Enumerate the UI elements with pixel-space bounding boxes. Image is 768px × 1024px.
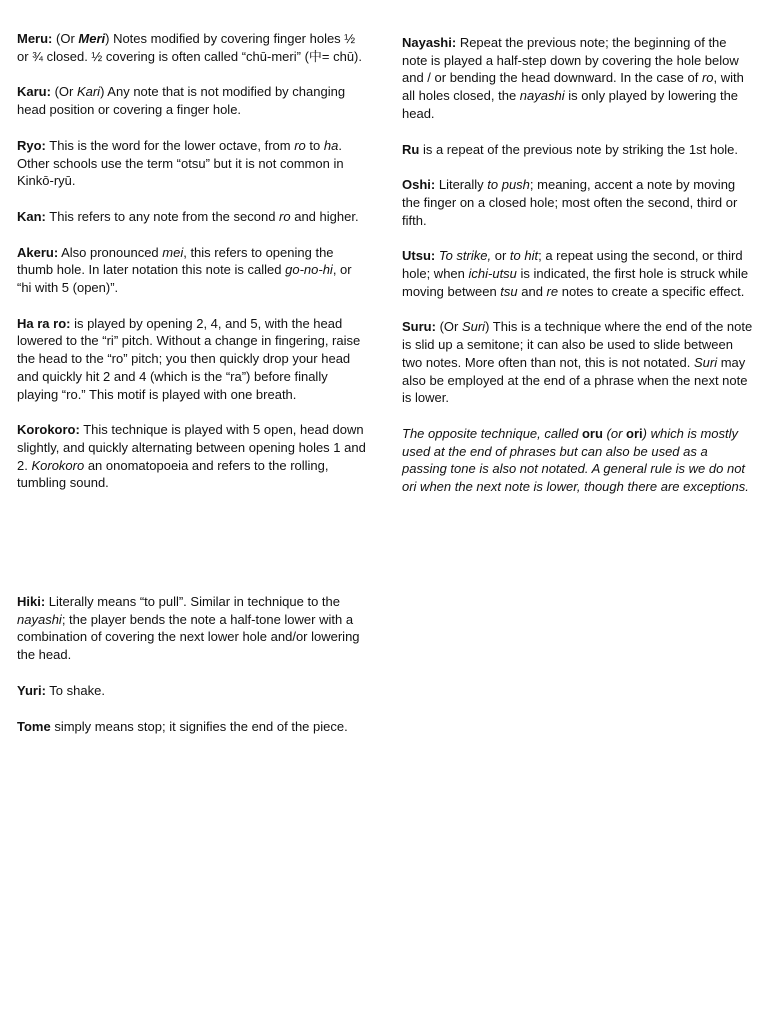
- entry-tome: [17, 718, 367, 736]
- entry-italic: To strike,: [438, 248, 492, 264]
- entry-nayashi: [402, 34, 754, 123]
- term-yuri: Yuri:: [17, 682, 46, 698]
- entry-text: Repeat the previous note; the beginning of the note is played a half-step down by covering the hole below and / or bending the head downward. In the case of: [402, 35, 739, 86]
- entry-text: may also be employed at the end of a phrase when the next note is lower.: [402, 354, 748, 406]
- entry-text: , with all holes closed, the: [402, 70, 744, 104]
- entry-kan: [17, 208, 367, 226]
- entry-text: simply means stop; it signifies the end of the piece.: [50, 718, 348, 734]
- entry-text: (or: [602, 425, 627, 441]
- entry-italic: Korokoro: [31, 457, 85, 473]
- term-meru: Meru:: [17, 31, 53, 46]
- term-korokoro: Korokoro:: [17, 422, 80, 438]
- entry-text: This is the word for the lower octave, from: [45, 137, 295, 153]
- entry-text: Also pronounced: [58, 244, 163, 260]
- term-karu: Karu:: [17, 84, 51, 100]
- term-utsu: Utsu:: [402, 248, 436, 264]
- entry-ru: [402, 141, 754, 159]
- entry-text: and: [517, 283, 547, 299]
- entry-text: or: [491, 248, 510, 264]
- entry-italic: tsu: [500, 283, 518, 299]
- entry-suru: [402, 318, 754, 407]
- entry-text: This refers to any note from the second: [45, 208, 280, 224]
- term-ryo: Ryo:: [17, 137, 46, 153]
- entry-text: To shake.: [45, 682, 105, 698]
- entry-text: ; a repeat using the second, or third hole; when: [402, 248, 743, 282]
- term-hararo: Ha ra ro:: [17, 315, 71, 331]
- term-ru: Ru: [402, 141, 420, 157]
- entry-italic: ro: [294, 137, 306, 153]
- entry-text: and higher.: [290, 208, 359, 224]
- term-nayashi: Nayashi:: [402, 35, 457, 50]
- term-ori: ori: [626, 425, 643, 441]
- entry-italic: ha: [323, 137, 339, 153]
- entry-text: ; meaning, accent a note by moving the finger on a closed hole; most often the second, third or fifth.: [402, 177, 738, 228]
- term-hiki: Hiki:: [17, 594, 46, 610]
- right-column: [402, 34, 754, 514]
- entry-text: is a repeat of the previous note by striking the 1st hole.: [419, 141, 739, 157]
- entry-text: Literally means “to pull”. Similar in technique to the: [45, 594, 340, 610]
- entry-italic: Suri: [693, 354, 718, 370]
- entry-text: Literally: [435, 177, 488, 193]
- entry-text: to: [305, 137, 324, 153]
- term-suru: Suru:: [402, 319, 436, 335]
- entry-text: is indicated, the first hole is struck while moving between: [402, 266, 749, 299]
- blank-space: [17, 510, 367, 593]
- entry-text: (Or: [50, 84, 77, 100]
- entry-hiki: [17, 593, 367, 664]
- entry-ryo: [17, 137, 367, 190]
- entry-italic: ichi-utsu: [468, 266, 517, 282]
- entry-text: is only played by lowering the head.: [402, 88, 739, 121]
- entry-text: (Or: [52, 31, 79, 46]
- entry-italic: ro: [701, 70, 714, 86]
- entry-text: is played by opening 2, 4, and 5, with the head lowered to the “ri” pitch. Without a change in fingering, raise the head to the “ro” pitch; you then quickly drop your head and quickly hit 2 and 4 (which is the “ra”) before finally playing “ro.” This motif is played with one breath.: [17, 315, 361, 402]
- entry-text: , this refers to opening the thumb hole. In later notation this note is called: [17, 244, 334, 278]
- entry-text: The opposite technique, called: [402, 425, 582, 441]
- entry-hararo: [17, 315, 367, 404]
- entry-text: , or “hi with 5 (open)”.: [17, 262, 352, 296]
- entry-italic: to hit: [509, 248, 539, 264]
- entry-italic: go-no-hi: [285, 262, 333, 278]
- entry-korokoro: [17, 421, 367, 492]
- left-column: [17, 30, 367, 753]
- entry-text: This technique is played with 5 open, head down slightly, and quickly alternating between opening holes 1 and 2.: [17, 422, 366, 473]
- term-oru: oru: [581, 425, 603, 441]
- entry-text: an onomatopoeia and refers to the rolling, tumbling sound.: [17, 457, 329, 491]
- entry-text: ) which is mostly used at the end of phrases but can also be used as a passing tone is also not notated. A general rule is we do not ori when the next note is lower, though there are exceptions.: [402, 425, 749, 495]
- entry-italic: nayashi: [519, 88, 565, 104]
- entry-text: (Or: [435, 319, 462, 335]
- entry-italic: Meri: [78, 31, 106, 46]
- entry-italic: Kari: [76, 84, 101, 100]
- entry-italic: re: [546, 283, 559, 299]
- entry-utsu: [402, 247, 754, 300]
- entry-italic: nayashi: [17, 611, 62, 627]
- entry-italic: mei: [162, 244, 184, 260]
- entry-text: ) Any note that is not modified by changing head position or covering a finger hole.: [17, 84, 346, 118]
- entry-text: . Other schools use the term “otsu” but it is not common in Kinkō-ryū.: [17, 137, 344, 189]
- entry-oshi: [402, 176, 754, 229]
- entry-italic: ro: [279, 208, 291, 224]
- entry-text: ) Notes modified by covering finger holes ½ or ¾ closed. ½ covering is often called “chū-meri” (中= chū).: [17, 31, 363, 64]
- term-oshi: Oshi:: [402, 177, 436, 193]
- entry-yuri: [17, 682, 367, 700]
- entry-akeru: [17, 244, 367, 297]
- entry-italic: Suri: [461, 319, 486, 335]
- entry-italic: to push: [487, 177, 530, 193]
- term-tome: Tome: [17, 718, 51, 734]
- entry-text: ; the player bends the note a half-tone lower with a combination of covering the next lower hole and/or lowering the head.: [17, 611, 360, 663]
- entry-karu: [17, 83, 367, 118]
- entry-meru: [17, 30, 367, 65]
- entry-ori-note: [402, 425, 754, 496]
- term-akeru: Akeru:: [17, 244, 59, 260]
- entry-text: notes to create a specific effect.: [558, 283, 745, 299]
- entry-text: ) This is a technique where the end of the note is slid up a semitone; it can also be used to slide between two notes. More often than not, this is not notated.: [402, 319, 753, 370]
- term-kan: Kan:: [17, 208, 46, 224]
